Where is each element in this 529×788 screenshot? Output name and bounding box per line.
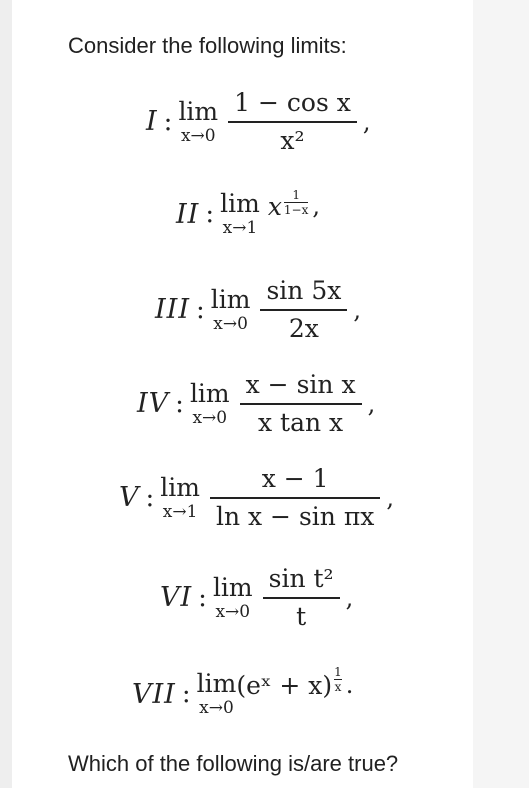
limit-iii: III : lim x→0 $\frac{\sin 5x}{2x}$ , <box>155 276 361 343</box>
fraction-bar <box>240 403 362 405</box>
lim-subscript: x→0 <box>192 407 228 428</box>
denominator: x² <box>280 125 305 155</box>
lim-subscript: x→1 <box>222 218 258 238</box>
numerator: x − sin x <box>245 370 356 399</box>
right-panel <box>473 0 529 788</box>
limit-label: VII <box>132 678 176 710</box>
base: x <box>267 191 282 221</box>
limit-i: I : lim x→0 $\frac{\text{1 − cos x}}{\text{x²}}$ , <box>146 88 371 155</box>
lim-word: lim <box>178 96 219 126</box>
intro-text: Consider the following limits: <box>68 33 347 58</box>
exponent: 1 x <box>334 664 342 694</box>
lim-subscript: x→0 <box>213 313 248 334</box>
denominator: 2x <box>288 313 319 343</box>
denominator: x tan x <box>258 407 344 437</box>
lim-subscript: x→0 <box>199 698 234 718</box>
limit-iv: IV : lim x→0 $\frac{\text{x − sin x}}{\text{x tan x}}$ , <box>137 370 376 437</box>
lim-word: lim <box>220 189 260 218</box>
numerator: sin 5x <box>266 276 342 305</box>
fraction-bar <box>228 121 357 123</box>
numerator: 1 − cos x <box>234 88 351 117</box>
lim-subscript: x→0 <box>215 601 251 622</box>
denominator: t <box>296 601 307 631</box>
limit-label: I <box>146 106 158 138</box>
question-text: Which of the following is/are true? <box>68 751 399 776</box>
lim-word: lim <box>212 572 253 602</box>
lim-word: lim <box>189 378 230 408</box>
lim-word: lim <box>196 669 237 698</box>
exponent: 1 1−x <box>283 187 309 217</box>
fraction-bar <box>210 497 380 499</box>
expression-body: (eˣ + x) <box>236 670 333 700</box>
numerator: x − 1 <box>261 464 329 493</box>
limit-vi: VI : lim x→0 $\frac{\text{sin t²}}{t}$ , <box>160 564 354 631</box>
limit-label: V <box>119 482 140 514</box>
limit-vii: VII : lim x→0 (eˣ + x) 1 x . <box>132 664 354 718</box>
lim-word: lim <box>160 472 200 502</box>
lim-subscript: x→1 <box>162 501 198 522</box>
numerator: sin t² <box>268 564 334 593</box>
limit-v: V : lim x→1 $\frac{x - 1}{\text{ln x − sin πx}}$ , <box>119 464 394 531</box>
denominator: ln x − sin πx <box>215 501 375 531</box>
fraction-bar <box>263 597 340 599</box>
fraction-bar <box>260 309 347 311</box>
lim-word: lim <box>210 284 251 314</box>
limit-ii: II : lim x→1 x 1 1−x , <box>176 187 321 238</box>
limit-label: IV <box>137 388 170 420</box>
left-border <box>0 0 12 788</box>
limit-label: II <box>176 198 200 230</box>
limit-label: III <box>155 294 190 326</box>
lim-subscript: x→0 <box>180 125 216 146</box>
limit-label: VI <box>160 582 193 614</box>
